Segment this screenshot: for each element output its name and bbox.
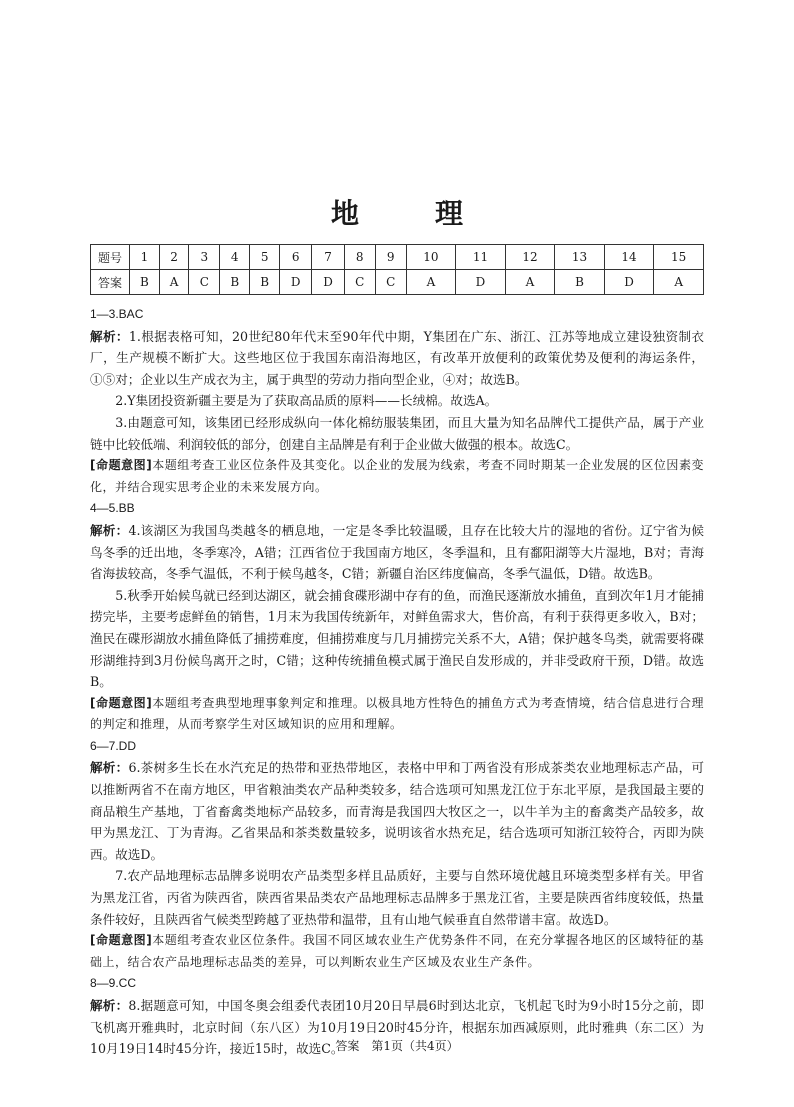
question-number-cell: 13 <box>555 245 605 270</box>
paragraph-text: 3.由题意可知，该集团已经形成纵向一体化棉纺服装集团，而且大量为知名品牌代工提供产品，属于产业链中比较低端、利润较低的部分，创建自主品牌是有利于企业做大做强的根本。故选C。 <box>90 414 704 452</box>
answer-cell: B <box>555 270 605 295</box>
section-header: 4—5.BB <box>90 501 135 516</box>
paragraph-text: 本题组考查典型地理事象判定和推理。以极具地方性特色的捕鱼方式为考查情境，结合信息进行合理的判定和推理，从而考察学生对区域知识的应用和理解。 <box>90 695 704 732</box>
question-number-cell: 7 <box>312 245 344 270</box>
explanation-paragraph <box>90 585 704 693</box>
section-header: 8—9.CC <box>90 976 137 991</box>
answer-row <box>91 270 704 295</box>
answer-cell: D <box>456 270 506 295</box>
question-number-cell: 5 <box>250 245 280 270</box>
paragraph-text: 8.据题意可知，中国冬奥会组委代表团10月20日早晨6时到达北京，飞机起飞时为9小时15分之前，即飞机离开雅典时，北京时间（东八区）为10月19日20时45分许，根据东加西减原则，此时雅典（东二区）为10月19日14时45分许，接近15时，故选C。 <box>90 998 704 1057</box>
row-header-answer: 答案 <box>91 270 130 295</box>
paragraph-text: 1.根据表格可知，20世纪80年代末至90年代中期，Y集团在广东、浙江、江苏等地成立建设独资制衣厂，生产规模不断扩大。这些地区位于我国东南沿海地区，有改革开放便利的政策优势及便利的海运条件，①⑤对；企业以生产成衣为主，属于典型的劳动力指向型企业，④对；故选B。 <box>90 328 705 387</box>
question-number-cell: 8 <box>344 245 375 270</box>
explanation-paragraph <box>90 326 704 391</box>
answer-cell: A <box>505 270 555 295</box>
question-number-cell: 9 <box>375 245 406 270</box>
answer-cell: D <box>604 270 654 295</box>
page-title: 地 理 <box>330 197 487 230</box>
analysis-label: 解析： <box>90 998 129 1013</box>
question-number-cell: 6 <box>280 245 312 270</box>
answer-cell: D <box>280 270 312 295</box>
answer-cell: C <box>375 270 406 295</box>
paragraph-text: 5.秋季开始候鸟就已经到达湖区，就会捕食碟形湖中存有的鱼，而渔民逐渐放水捕鱼，直到次年1月才能捕捞完毕，主要考虑鲜鱼的销售，1月末为我国传统新年，对鲜鱼需求大，售价高，有利于获得更多收入，B对；渔民在碟形湖放水捕鱼降低了捕捞难度，但捕捞难度与几月捕捞完关系不大，A错；保护越冬鸟类，就需要将碟形湖维持到3月份候鸟离开之时，C错；这种传统捕鱼模式属于渔民自发形成的，并非受政府干预，D错。故选B。 <box>90 587 704 690</box>
paragraph-text: 本题组考查农业区位条件。我国不同区域农业生产优势条件不同，在充分掌握各地区的区域特征的基础上，结合农产品地理标志品类的差异，可以判断农业生产区域及农业生产条件。 <box>90 933 704 969</box>
question-number-cell: 1 <box>130 245 160 270</box>
answer-cell: C <box>344 270 375 295</box>
question-number-cell: 12 <box>505 245 555 270</box>
answer-cell: B <box>220 270 250 295</box>
explanation-paragraph <box>90 412 704 455</box>
answer-cell: C <box>189 270 220 295</box>
answer-cell: D <box>312 270 344 295</box>
explanation-paragraph <box>90 865 704 930</box>
intent-note <box>90 693 704 736</box>
section-header: 1—3.BAC <box>90 307 144 321</box>
analysis-label: 解析： <box>90 760 129 776</box>
answer-cell: A <box>159 270 188 295</box>
paragraph-text: 7.农产品地理标志品牌多说明农产品类型多样且品质好，主要与自然环境优越且环境类型多样有关。甲省为黑龙江省，丙省为陕西省，陕西省果品类农产品地理标志品牌多于黑龙江省，主要是陕西省纬度较低，热量条件较好，且陕西省气候类型跨越了亚热带和温带，且有山地气候垂直自然带谱丰富。故选D。 <box>90 868 704 927</box>
section-header: 6—7.DD <box>90 738 137 753</box>
intent-label: [命题意图] <box>90 933 153 948</box>
question-number-cell: 14 <box>604 245 654 270</box>
explanation-paragraph <box>90 757 704 865</box>
answer-cell: A <box>406 270 456 295</box>
intent-note <box>90 930 704 973</box>
analysis-label: 解析： <box>90 328 129 344</box>
question-number-cell: 15 <box>654 245 704 270</box>
question-number-cell: 4 <box>220 245 250 270</box>
question-number-cell: 10 <box>406 245 456 270</box>
intent-label: [命题意图] <box>90 695 153 710</box>
paragraph-text: 6.茶树多生长在水汽充足的热带和亚热带地区，表格中甲和丁两省没有形成茶类农业地理标志产品，可以推断两省不在南方地区，甲省粮油类农产品种类较多，结合选项可知黑龙江位于东北平原，是我国最主要的商品粮生产基地，丁省畜禽类地标产品较多，而青海是我国四大牧区之一，以牛羊为主的畜禽类产品较多，故甲为黑龙江、丁为青海。乙省果品和茶类数量较多，说明该省水热充足，结合选项可知浙江较符合，丙即为陕西。故选D。 <box>90 760 704 862</box>
question-number-row <box>91 245 704 270</box>
answer-cell: A <box>654 270 704 295</box>
analysis-label: 解析： <box>90 522 129 538</box>
paragraph-text: 4.该湖区为我国鸟类越冬的栖息地，一定是冬季比较温暖，且存在比较大片的湿地的省份。辽宁省为候鸟冬季的迁出地，冬季寒冷，A错；江西省位于我国南方地区，冬季温和，且有鄱阳湖等大片湿地，B对；青海省海拔较高，冬季气温低，不利于候鸟越冬，C错；新疆自治区纬度偏高，冬季气温低，D错。故选B。 <box>90 522 704 582</box>
paragraph-text: 本题组考查工业区位条件及其变化。以企业的发展为线索，考查不同时期某一企业发展的区位因素变化，并结合现实思考企业的未来发展方向。 <box>90 458 704 494</box>
intent-note <box>90 455 704 498</box>
explanation-paragraph <box>90 520 704 585</box>
question-number-cell: 11 <box>456 245 506 270</box>
paragraph-text: 2.Y集团投资新疆主要是为了获取高品质的原料——长绒棉。故选A。 <box>115 393 498 409</box>
page-footer: 答案 第1页（共4页） <box>335 1039 459 1053</box>
answer-cell: B <box>130 270 160 295</box>
row-header-question-number: 题号 <box>91 245 130 270</box>
answer-cell: B <box>250 270 280 295</box>
intent-label: [命题意图] <box>90 458 153 473</box>
explanations <box>90 304 704 1060</box>
question-number-cell: 2 <box>159 245 188 270</box>
explanation-paragraph <box>90 390 704 412</box>
question-number-cell: 3 <box>189 245 220 270</box>
answer-table <box>90 244 704 295</box>
